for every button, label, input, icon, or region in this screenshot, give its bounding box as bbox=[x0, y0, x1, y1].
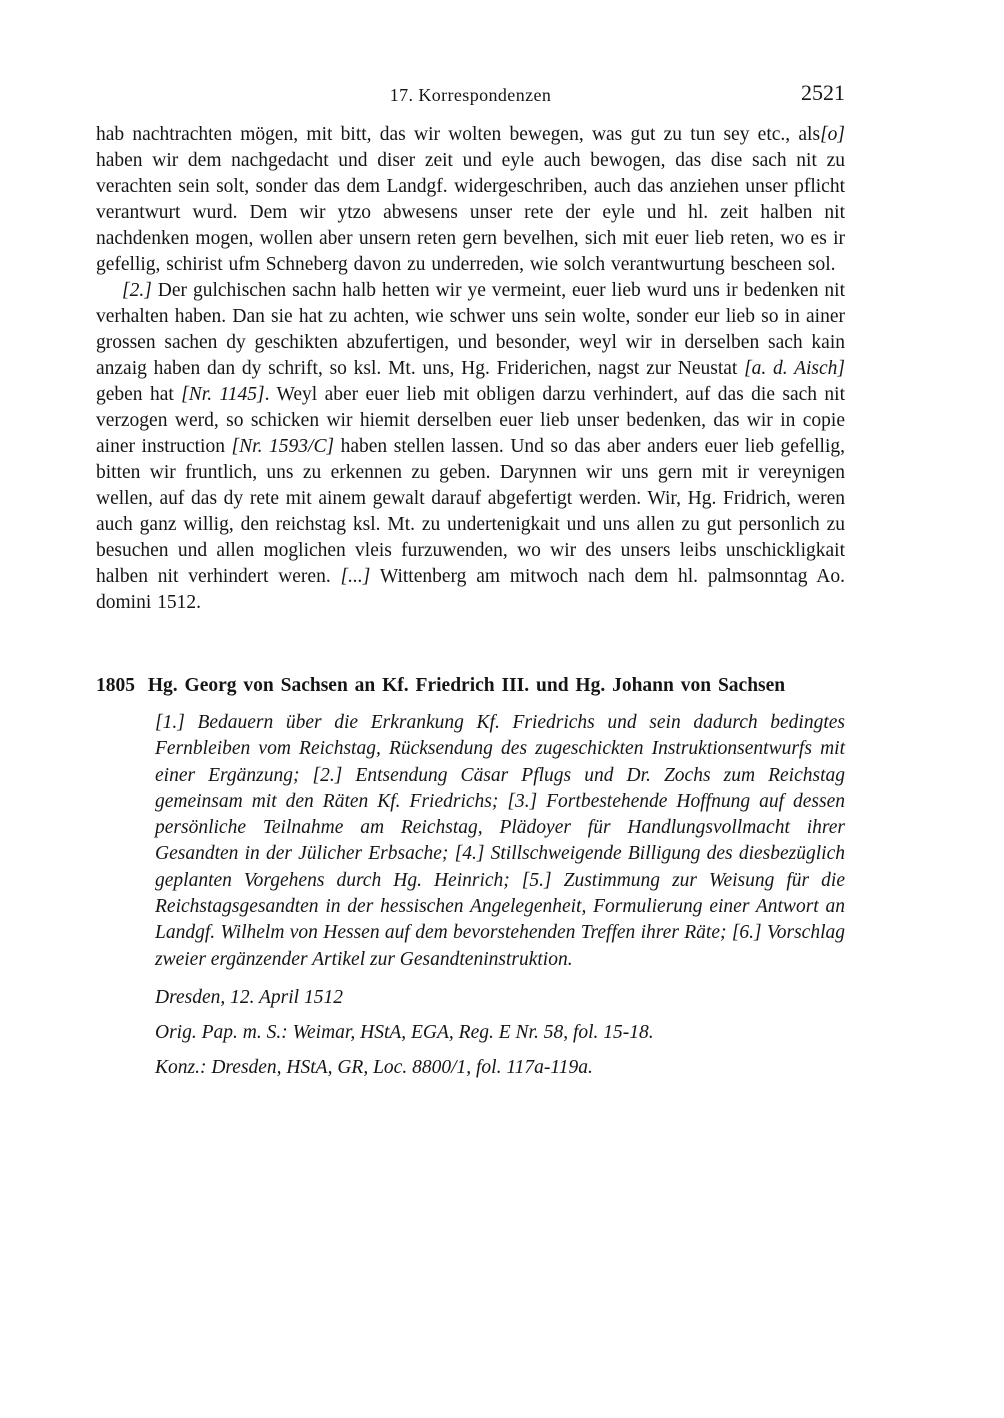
entry-summary: [1.] Bedauern über die Erkrankung Kf. Friedrichs und sein dadurch bedingtes Fernbleiben vom Reichstag, Rücksendung des zugeschickten Instruktionsentwurfs mit einer Ergänzung; [2.] Entsendung Cäsar Pflugs und Dr. Zochs zum Reichstag gemeinsam mit den Räten Kf. Friedrichs; [3.] Fortbestehende Hoffnung auf dessen persönliche Teilnahme am Reichstag, Plädoyer für Handlungsvollmacht ihrer Gesandten in der Jülicher Erbsache; [4.] Stillschweigende Billigung des diesbezüglich geplanten Vorgehens durch Hg. Heinrich; [5.] Zustimmung zur Weisung für die Reichstagsgesandten in der hessischen Angelegenheit, Formulierung einer Antwort an Landgf. Wilhelm von Hessen auf dem bevorstehenden Treffen ihrer Räte; [6.] Vorschlag zweier ergänzender Artikel zur Gesandteninstruktion. bbox=[155, 712, 845, 970]
entry-1805 bbox=[96, 672, 845, 1081]
page-number: 2521 bbox=[801, 80, 845, 105]
entry-source-orig: Orig. Pap. m. S.: Weimar, HStA, EGA, Reg. E Nr. 58, fol. 15-18. bbox=[155, 1021, 654, 1043]
entry-number: 1805 bbox=[96, 675, 135, 696]
main-text-block bbox=[96, 122, 845, 1081]
entry-source-konz: Konz.: Dresden, HStA, GR, Loc. 8800/1, fol. 117a-119a. bbox=[155, 1056, 593, 1078]
entry-dateline: Dresden, 12. April 1512 bbox=[155, 986, 343, 1008]
body-paragraph-2: [2.] Der gulchischen sachn halb hetten wir ye vermeint, euer lieb wurd uns ir bedenken nit verhalten haben. Dan sie hat zu achten, wie schwer uns sein wolte, sonder eur lieb so in ainer grossen sachen dy geschikten abzufertigen, und besonder, weyl wir in derselben sach kain anzaig haben dan dy schrift, so ksl. Mt. uns, Hg. Friderichen, nagst zur Neustat [a. d. Aisch] geben hat [Nr. 1145]. Weyl aber euer lieb mit obligen darzu verhindert, auf das die sach nit verzogen werd, so schicken wir hiemit derselben euer lieb unser bedenken, das wir in copie ainer instruction [Nr. 1593/C] haben stellen lassen. Und so das aber anders euer lieb gefellig, bitten wir fruntlich, uns zu erkennen zu geben. Darynnen wir uns gern mit ir vereynigen wellen, auf das dy rete mit ainem gewalt darauf abgefertigt werden. Wir, Hg. Fridrich, weren auch ganz willig, den reichstag ksl. Mt. zu undertenigkait und uns allen zu gut personlich zu besuchen und allen moglichen vleis furzuwenden, wo wir des unsers leibs unschickligkait halben nit verhindert weren. [...] Wittenberg am mitwoch nach dem hl. palmsonntag Ao. domini 1512. bbox=[96, 280, 845, 613]
body-paragraph-1: hab nachtrachten mögen, mit bitt, das wir wolten bewegen, was gut zu tun sey etc., als[o] haben wir dem nachgedacht und diser zeit und eyle auch bewogen, das dise sach nit zu verachten sein solt, sonder das dem Landgf. widergeschriben, auch das anziehen unser pflicht verantwurt wurd. Dem wir ytzo abwesens unser rete der eyle und hl. zeit halben nit nachdenken mogen, wollen aber unsern reten gern bevelhen, sich mit euer lieb reten, wo es ir gefellig, schirist ufm Schneberg davon zu underreden, wie solch verantwurtung bescheen sol. bbox=[96, 124, 845, 275]
entry-title: Hg. Georg von Sachsen an Kf. Friedrich III. und Hg. Johann von Sachsen bbox=[147, 675, 786, 696]
page-header bbox=[96, 82, 845, 104]
running-title: 17. Korrespondenzen bbox=[389, 85, 552, 105]
entry-heading bbox=[96, 672, 845, 699]
